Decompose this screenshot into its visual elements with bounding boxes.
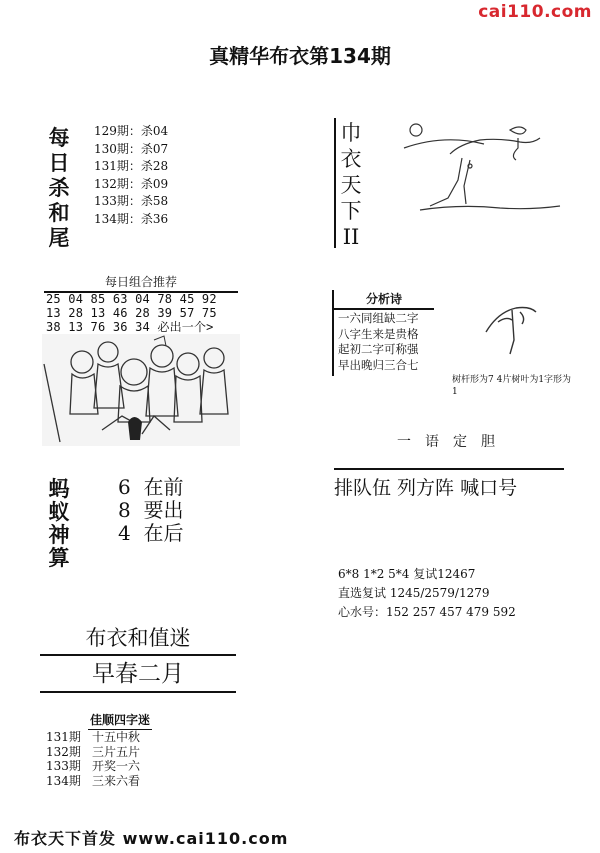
- daily-kill-label-char: 和: [48, 201, 70, 225]
- riddle-title: 布衣和值迷: [40, 622, 236, 656]
- list-item: 133期：杀58: [94, 194, 169, 208]
- tree-note: 树杆形为7 4片树叶为1字形为1: [452, 375, 572, 397]
- list-item: 早出晚归三合七: [338, 357, 419, 372]
- list-item: 132期：杀09: [94, 176, 169, 191]
- daily-kill-label: [46, 126, 72, 251]
- list-item: [46, 774, 140, 789]
- four-char-list: [46, 730, 140, 788]
- site-brand: cai110.com: [478, 2, 592, 22]
- mayi-label: [46, 478, 72, 570]
- list-item: 134期：杀36: [94, 211, 169, 226]
- footer-text: 布衣天下首发 www.cai110.com: [14, 829, 289, 848]
- daily-kill-label-char: 杀: [48, 176, 70, 200]
- tree-sketch-illustration: [400, 118, 566, 218]
- mayi-list: [118, 476, 183, 545]
- number-recommendations: [338, 565, 516, 622]
- list-item: [46, 759, 140, 774]
- mayi-label-char: 蚂: [48, 477, 70, 501]
- riddle-answer: 早春二月: [40, 655, 236, 693]
- riddle-text: 十五中秋: [92, 730, 141, 744]
- motto-title: 一语定胆: [397, 434, 509, 450]
- list-item: 起初二字可称强: [338, 342, 419, 356]
- list-item: 八字生来是贵格: [338, 326, 419, 341]
- buyi-label-char: 巾: [340, 121, 362, 145]
- cartoon-group-illustration: [42, 334, 240, 446]
- buyi-label-char: II: [342, 225, 360, 249]
- period-label: 132期: [46, 744, 81, 759]
- mayi-label-char: 神: [48, 523, 70, 547]
- list-item: [46, 745, 140, 760]
- page-title: 真精华布衣第134期: [209, 44, 391, 68]
- period-label: 131期: [46, 730, 81, 744]
- daily-kill-list: [94, 123, 168, 228]
- daily-kill-label-char: 日: [48, 151, 70, 175]
- list-item: 心水号：152 257 457 479 592: [338, 605, 516, 619]
- combo-title: 每日组合推荐: [44, 273, 238, 293]
- mayi-label-char: 蚁: [48, 500, 70, 524]
- list-item: 6*8 1*2 5*4 复试12467: [338, 567, 476, 581]
- riddle-text: 开奖一六: [92, 759, 141, 773]
- poem-title: 分析诗: [334, 290, 434, 310]
- buyi-tianxia-label: [338, 120, 364, 250]
- list-item: 4 在后: [118, 521, 184, 545]
- list-item: 一六同组缺二字: [338, 311, 419, 325]
- buyi-label-char: 下: [340, 199, 362, 223]
- riddle-text: 三片五片: [92, 744, 141, 759]
- period-label: 134期: [46, 773, 81, 788]
- list-item: 38 13 76 36 34 必出一个>: [46, 320, 214, 334]
- list-item: 直选复试 1245/2579/1279: [338, 586, 490, 600]
- branch-sketch-illustration: [476, 292, 546, 362]
- riddle-text: 三来六看: [92, 773, 141, 788]
- list-item: 130期：杀07: [94, 141, 169, 156]
- daily-kill-label-char: 每: [48, 126, 70, 150]
- list-item: 131期：杀28: [94, 159, 169, 173]
- poem-list: [338, 311, 419, 373]
- list-item: 129期：杀04: [94, 124, 169, 138]
- mayi-label-char: 算: [48, 546, 70, 570]
- motto-text: 排队伍 列方阵 喊口号: [334, 468, 564, 500]
- list-item: 25 04 85 63 04 78 45 92: [46, 292, 217, 306]
- list-item: 13 28 13 46 28 39 57 75: [46, 306, 217, 320]
- buyi-label-char: 衣: [340, 147, 362, 171]
- divider: [334, 118, 336, 248]
- list-item: 8 要出: [118, 498, 184, 522]
- period-label: 133期: [46, 759, 81, 773]
- combo-list: [46, 292, 217, 334]
- buyi-label-char: 天: [340, 173, 362, 197]
- list-item: [46, 730, 140, 745]
- list-item: 6 在前: [118, 475, 184, 499]
- four-char-title: 佳顺四字迷: [88, 711, 152, 730]
- daily-kill-label-char: 尾: [48, 226, 70, 250]
